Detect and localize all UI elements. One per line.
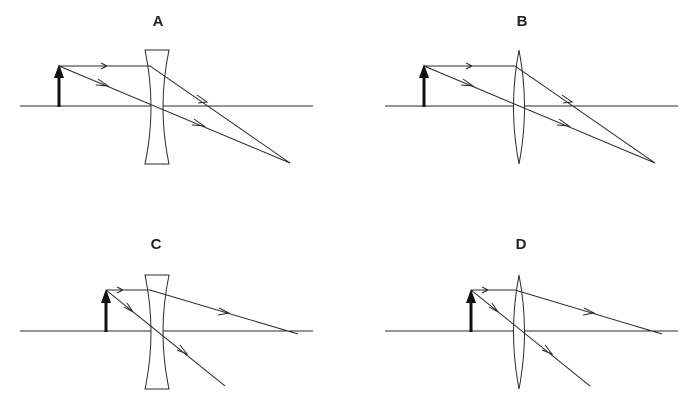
panel-label-a: A bbox=[152, 13, 164, 30]
ray-through-center bbox=[424, 66, 655, 163]
panel-label-b: B bbox=[516, 13, 528, 30]
ray-parallel bbox=[106, 287, 298, 334]
panel-b bbox=[385, 13, 678, 164]
object-arrow bbox=[419, 64, 429, 107]
panel-label-c: C bbox=[150, 236, 162, 253]
ray-through-center bbox=[59, 66, 290, 163]
panel-c bbox=[20, 236, 313, 389]
ray-through-center bbox=[471, 290, 590, 386]
object-arrow bbox=[466, 289, 476, 332]
object-arrow bbox=[101, 289, 111, 332]
panel-d bbox=[385, 236, 678, 389]
object-arrow bbox=[54, 64, 64, 107]
panel-a bbox=[20, 13, 313, 164]
panel-label-d: D bbox=[515, 236, 527, 253]
ray-parallel bbox=[471, 287, 662, 334]
